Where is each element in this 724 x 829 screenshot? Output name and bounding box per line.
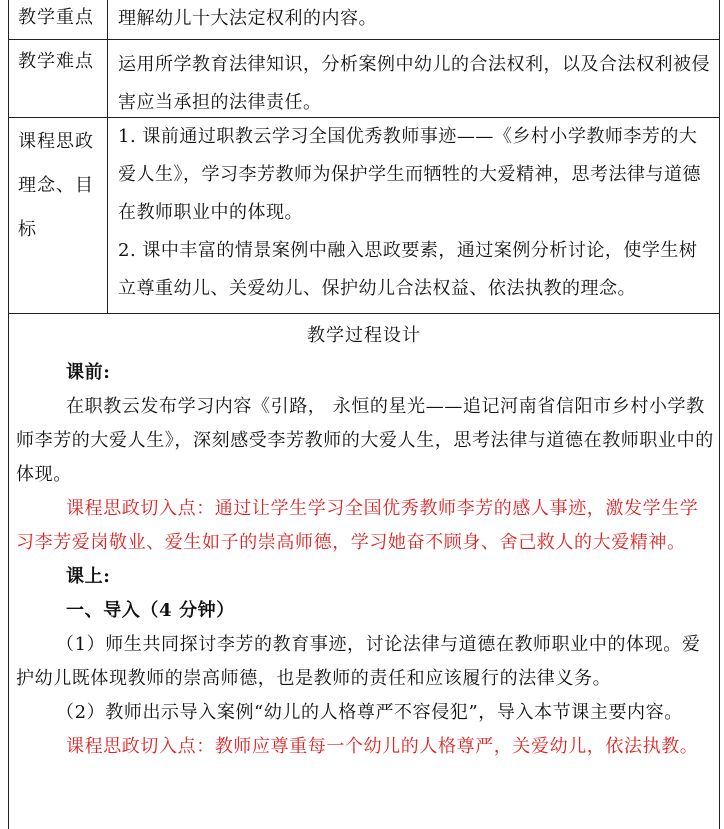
- goal-paragraph: 2. 课中丰富的情景案例中融入思政要素，通过案例分析讨论，使学生树立尊重幼儿、关爱幼儿、保护幼儿合法权益、依法执教的理念。: [118, 240, 698, 299]
- item-1: （1）师生共同探讨李芳的教育事迹，讨论法律与道德在教师职业中的体现。爱护幼儿既体现教师的崇高师德，也是教师的责任和应该履行的法律义务。: [16, 634, 701, 689]
- before-class-text: 在职教云发布学习内容《引路， 永恒的星光——追记河南省信阳市乡村小学教师李芳的大爱人生》，深刻感受李芳教师的大爱人生，思考法律与道德在教师职业中的体现。: [16, 396, 714, 485]
- section1-heading-text: 一、导入（4 分钟）: [66, 600, 235, 621]
- table-row-ideology-goals: [8, 118, 720, 314]
- row-label: 教学难点: [8, 40, 108, 117]
- section1-heading: [8, 594, 720, 628]
- goal-paragraph: 1. 课前通过职教云学习全国优秀教师事迹——《乡村小学教师李芳的大爱人生》，学习李芳教师为保护学生而牺牲的大爱精神，思考法律与道德在教师职业中的体现。: [118, 126, 701, 223]
- table-row-key-points: [8, 0, 720, 40]
- row-content: [108, 118, 720, 313]
- row-content: 运用所学教育法律知识，分析案例中幼儿的合法权利，以及合法权利被侵害应当承担的法律责任。: [118, 54, 710, 113]
- item-2: （2）教师出示导入案例“幼儿的人格尊严不容侵犯”，导入本节课主要内容。: [56, 702, 683, 723]
- section-title: 教学过程设计: [307, 325, 421, 346]
- in-class-heading: 课上:: [66, 566, 111, 587]
- row-label: 教学重点: [8, 0, 108, 39]
- teaching-process-section: [8, 314, 720, 829]
- before-class-ideology: 课程思政切入点：通过让学生学习全国优秀教师李芳的感人事迹，激发学生学习李芳爱岗敬业、爱生如子的崇高师德，学习她奋不顾身、舍己救人的大爱精神。: [16, 498, 699, 553]
- row-label: 课程思政理念、目标: [8, 118, 108, 313]
- row-content: 理解幼儿十大法定权利的内容。: [118, 8, 377, 29]
- table-row-difficulties: [8, 40, 720, 118]
- before-class-heading: 课前:: [66, 362, 111, 383]
- in-class-ideology: 课程思政切入点：教师应尊重每一个幼儿的人格尊严，关爱幼儿，依法执教。: [66, 736, 699, 757]
